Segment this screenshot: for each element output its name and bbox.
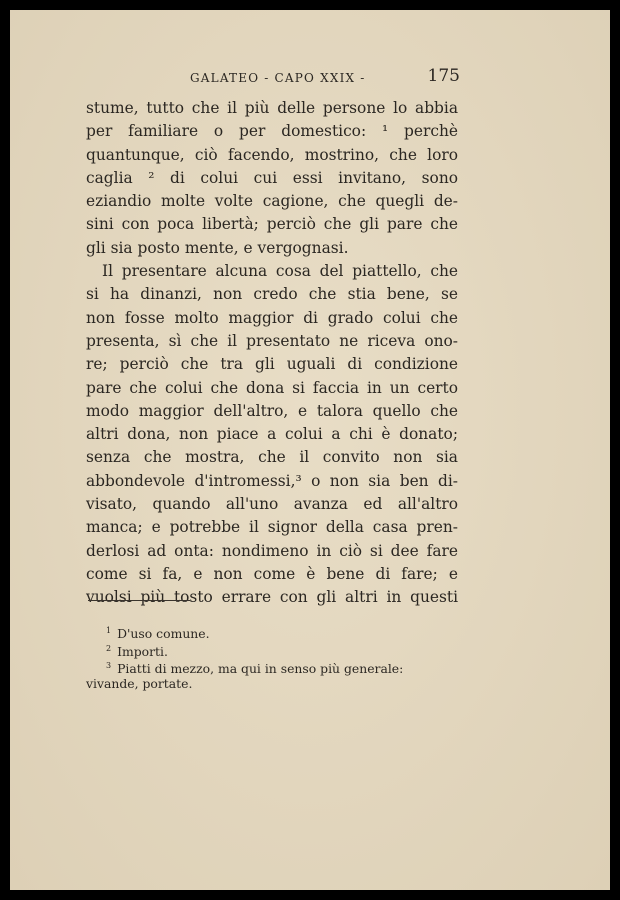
text-line: re; perciò che tra gli uguali di condizione <box>86 355 458 374</box>
text-line: si ha dinanzi, non credo che stia bene, se <box>86 285 458 304</box>
text-line: caglia ² di colui cui essi invitano, sono <box>86 168 458 187</box>
page-header <box>190 66 460 90</box>
footnote <box>86 657 458 675</box>
footnote-number: 3 <box>106 661 112 670</box>
text-line: eziandio molte volte cagione, che quegli de- <box>86 192 458 211</box>
text-line: abbondevole d'intromessi,³ o non sia ben di- <box>86 471 458 490</box>
body-text <box>86 97 458 610</box>
footnote-rule <box>88 600 190 601</box>
footnote-text: vivande, portate. <box>86 675 193 691</box>
footnote-number: 2 <box>106 643 112 653</box>
text-line: modo maggior dell'altro, e talora quello che <box>86 401 458 420</box>
text-line: quantunque, ciò facendo, mostrino, che loro <box>86 145 458 164</box>
page-number: 175 <box>427 66 460 86</box>
text-line: manca; e potrebbe il signor della casa pren- <box>86 518 458 537</box>
text-line: visato, quando all'uno avanza ed all'altro <box>86 495 458 514</box>
footnote-text: Importi. <box>117 643 168 659</box>
text-line: non fosse molto maggior di grado colui che <box>86 308 458 327</box>
text-line: sini con poca libertà; perciò che gli pare che <box>86 215 458 234</box>
text-line: presenta, sì che il presentato ne riceva ono- <box>86 331 458 350</box>
footnote-text: D'uso comune. <box>117 626 210 641</box>
text-line: come si fa, e non come è bene di fare; e <box>86 564 458 583</box>
text-line: gli sia posto mente, e vergognasi. <box>86 238 349 257</box>
footnote-number: 1 <box>106 626 112 635</box>
text-line: altri dona, non piace a colui a chi è donato; <box>86 425 458 444</box>
footnote <box>86 640 458 658</box>
running-head: GALATEO - CAPO XXIX - <box>190 71 366 85</box>
text-line: per familiare o per domestico: ¹ perchè <box>86 122 458 141</box>
text-line: senza che mostra, che il convito non sia <box>86 448 458 467</box>
text-line: Il presentare alcuna cosa del piattello, che <box>102 262 458 281</box>
text-line: stume, tutto che il più delle persone lo abbia <box>86 99 458 117</box>
text-line: derlosi ad onta: nondimeno in ciò si dee fare <box>86 541 458 560</box>
footnote <box>86 622 458 640</box>
text-line: vuolsi più tosto errare con gli altri in questi <box>86 588 458 607</box>
footnote-continuation <box>86 675 458 693</box>
footnote-text: Piatti di mezzo, ma qui in senso più generale: <box>117 661 404 676</box>
text-line: pare che colui che dona si faccia in un certo <box>86 378 458 397</box>
footnotes <box>86 622 458 692</box>
